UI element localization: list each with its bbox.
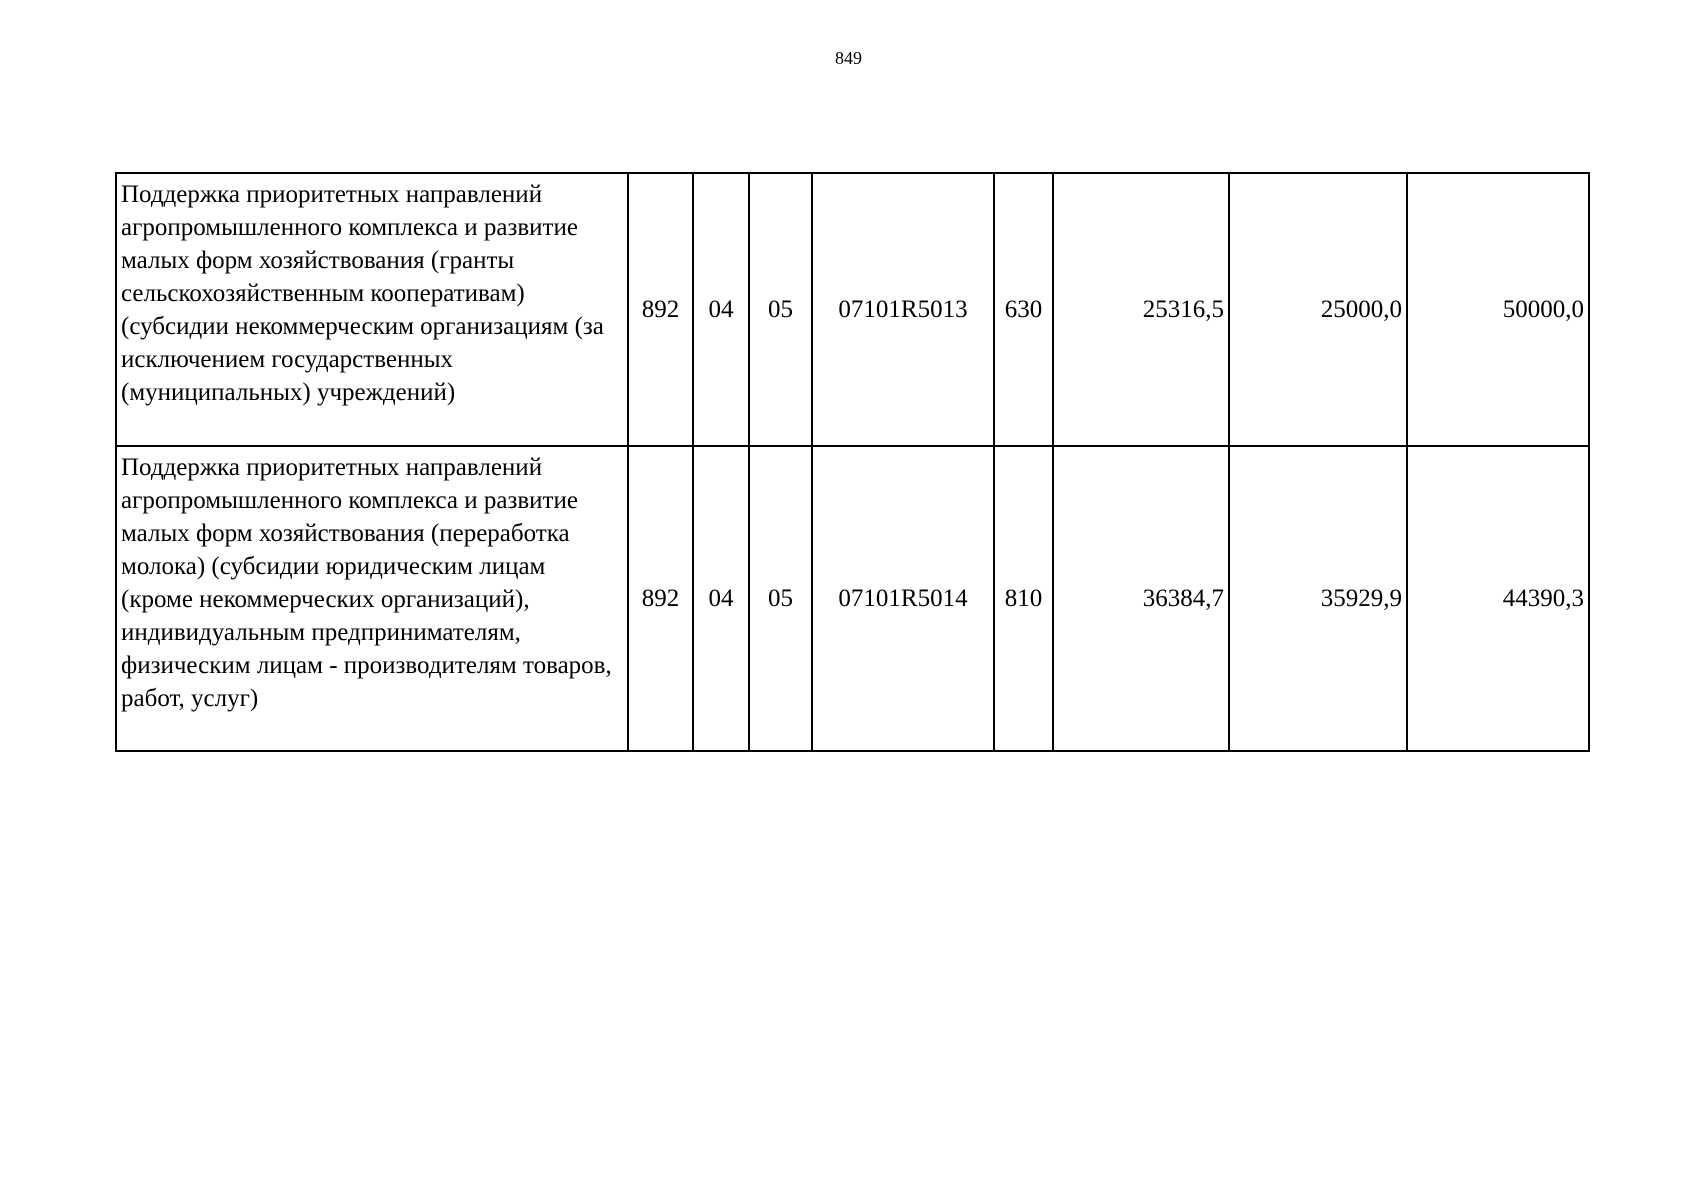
section-code: 04 xyxy=(693,446,749,751)
table-row xyxy=(116,446,1589,751)
target-article-code: 07101R5014 xyxy=(812,446,994,751)
amount-year-1: 36384,7 xyxy=(1053,446,1229,751)
amount-year-2: 35929,9 xyxy=(1229,446,1407,751)
amount-year-3: 44390,3 xyxy=(1407,446,1589,751)
section-code: 04 xyxy=(693,173,749,446)
amount-year-3: 50000,0 xyxy=(1407,173,1589,446)
expense-type-code: 630 xyxy=(994,173,1053,446)
budget-table xyxy=(115,172,1590,752)
ministry-code: 892 xyxy=(628,173,693,446)
subsection-code: 05 xyxy=(749,173,812,446)
table-row xyxy=(116,173,1589,446)
row-description: Поддержка приоритетных направлений агропромышленного комплекса и развитие малых форм хозяйствования (гранты сельскохозяйственным кооперативам) (субсидии некоммерческим организациям (за исключением государственных (муниципальных) учреждений) xyxy=(116,173,628,446)
row-description: Поддержка приоритетных направлений агропромышленного комплекса и развитие малых форм хозяйствования (переработка молока) (субсидии юридическим лицам (кроме некоммерческих организаций), индивидуальным предпринимателям, физическим лицам - производителям товаров, работ, услуг) xyxy=(116,446,628,751)
expense-type-code: 810 xyxy=(994,446,1053,751)
amount-year-1: 25316,5 xyxy=(1053,173,1229,446)
page-number: 849 xyxy=(835,48,862,68)
amount-year-2: 25000,0 xyxy=(1229,173,1407,446)
subsection-code: 05 xyxy=(749,446,812,751)
target-article-code: 07101R5013 xyxy=(812,173,994,446)
ministry-code: 892 xyxy=(628,446,693,751)
